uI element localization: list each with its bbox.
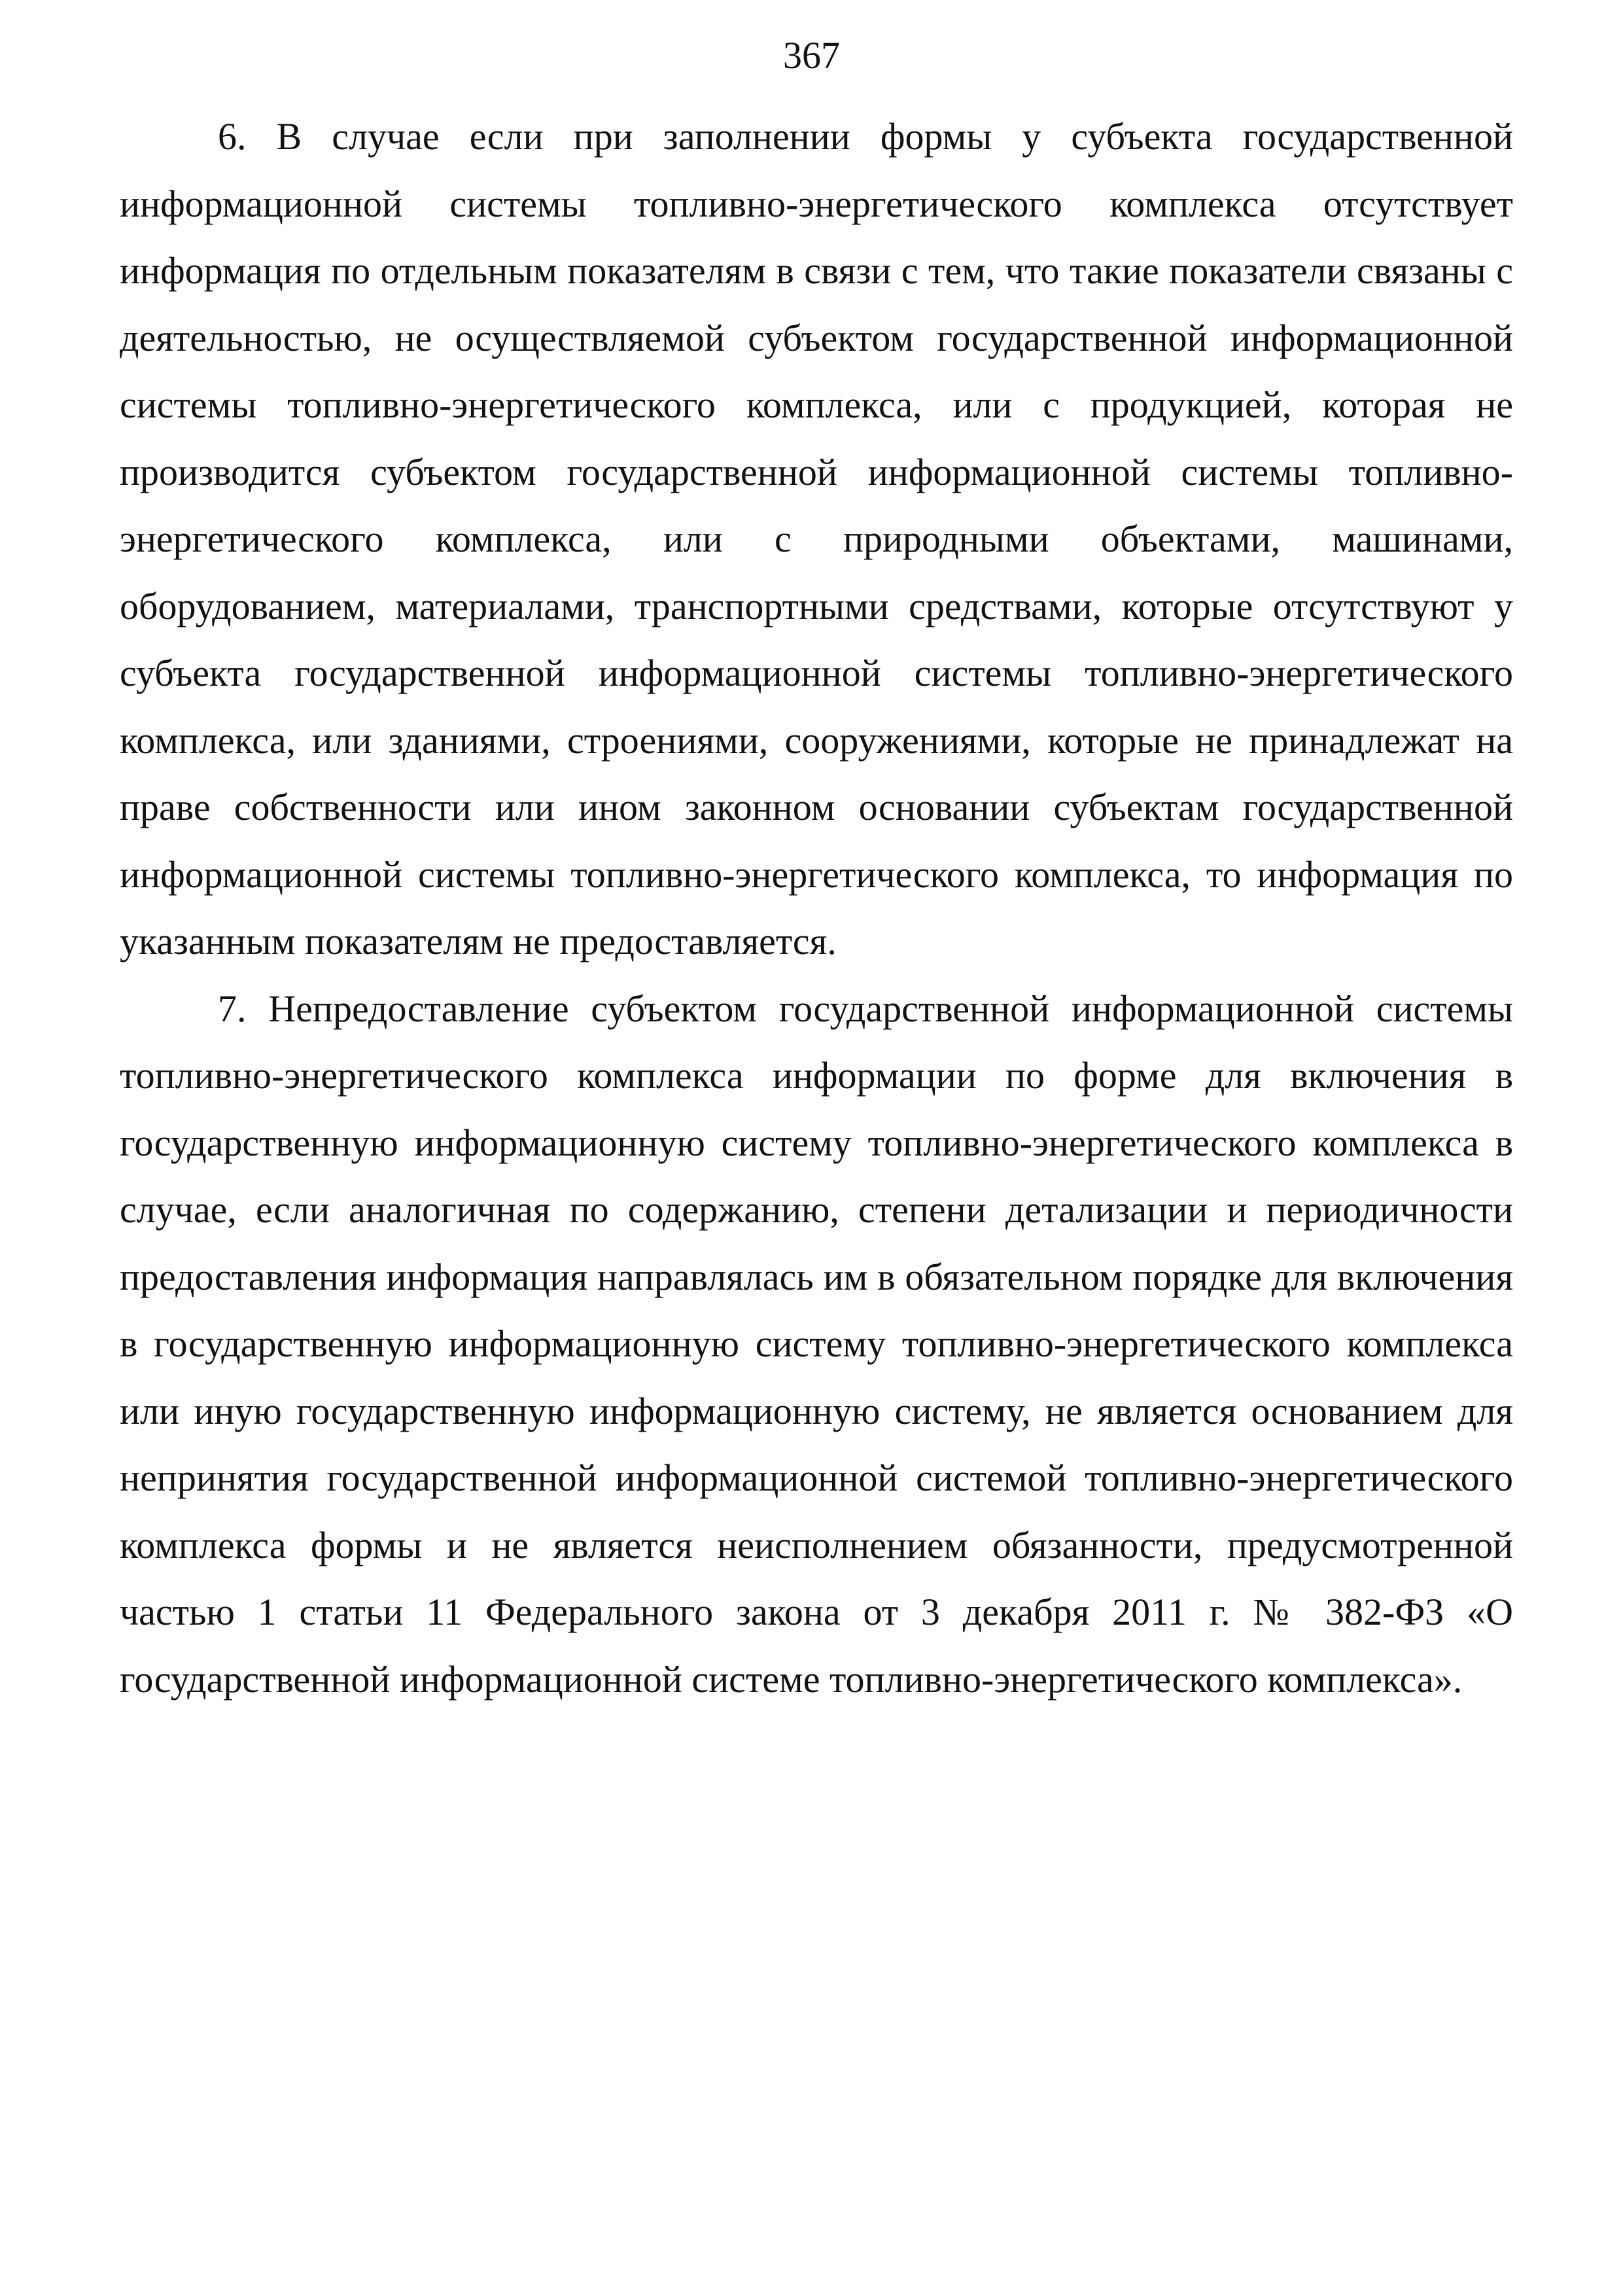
paragraph-item-7: 7. Непредоставление субъектом государственной информационной системы топливно-энергетического комплекса информации по форме для включения в государственную информационную систему топливно-энергетического комплекса в случае, если аналогичная по содержанию, степени детализации и периодичности предоставления информация направлялась им в обязательном порядке для включения в государственную информационную систему топливно-энергетического комплекса или иную государственную информационную систему, не является основанием для непринятия государственной информационной системой топливно-энергетического комплекса формы и не является неисполнением обязанности, предусмотренной частью 1 статьи 11 Федерального закона от 3 декабря 2011 г. № 382-ФЗ «О государственной информационной системе топливно-энергетического комплекса». <box>120 987 1513 1701</box>
paragraph-item-6: 6. В случае если при заполнении формы у субъекта государственной информационной системы топливно-энергетического комплекса отсутствует информация по отдельным показателям в связи с тем, что такие показатели связаны с деятельностью, не осуществляемой субъектом государственной информационной системы топливно-энергетического комплекса, или с продукцией, которая не производится субъектом государственной информационной системы топливно-энергетического комплекса, или с природными объектами, машинами, оборудованием, материалами, транспортными средствами, которые отсутствуют у субъекта государственной информационной системы топливно-энергетического комплекса, или зданиями, строениями, сооружениями, которые не принадлежат на праве собственности или ином законном основании субъектам государственной информационной системы топливно-энергетического комплекса, то информация по указанным показателям не предоставляется. <box>120 115 1513 963</box>
page-number: 367 <box>783 34 840 77</box>
document-body <box>120 103 1513 1713</box>
